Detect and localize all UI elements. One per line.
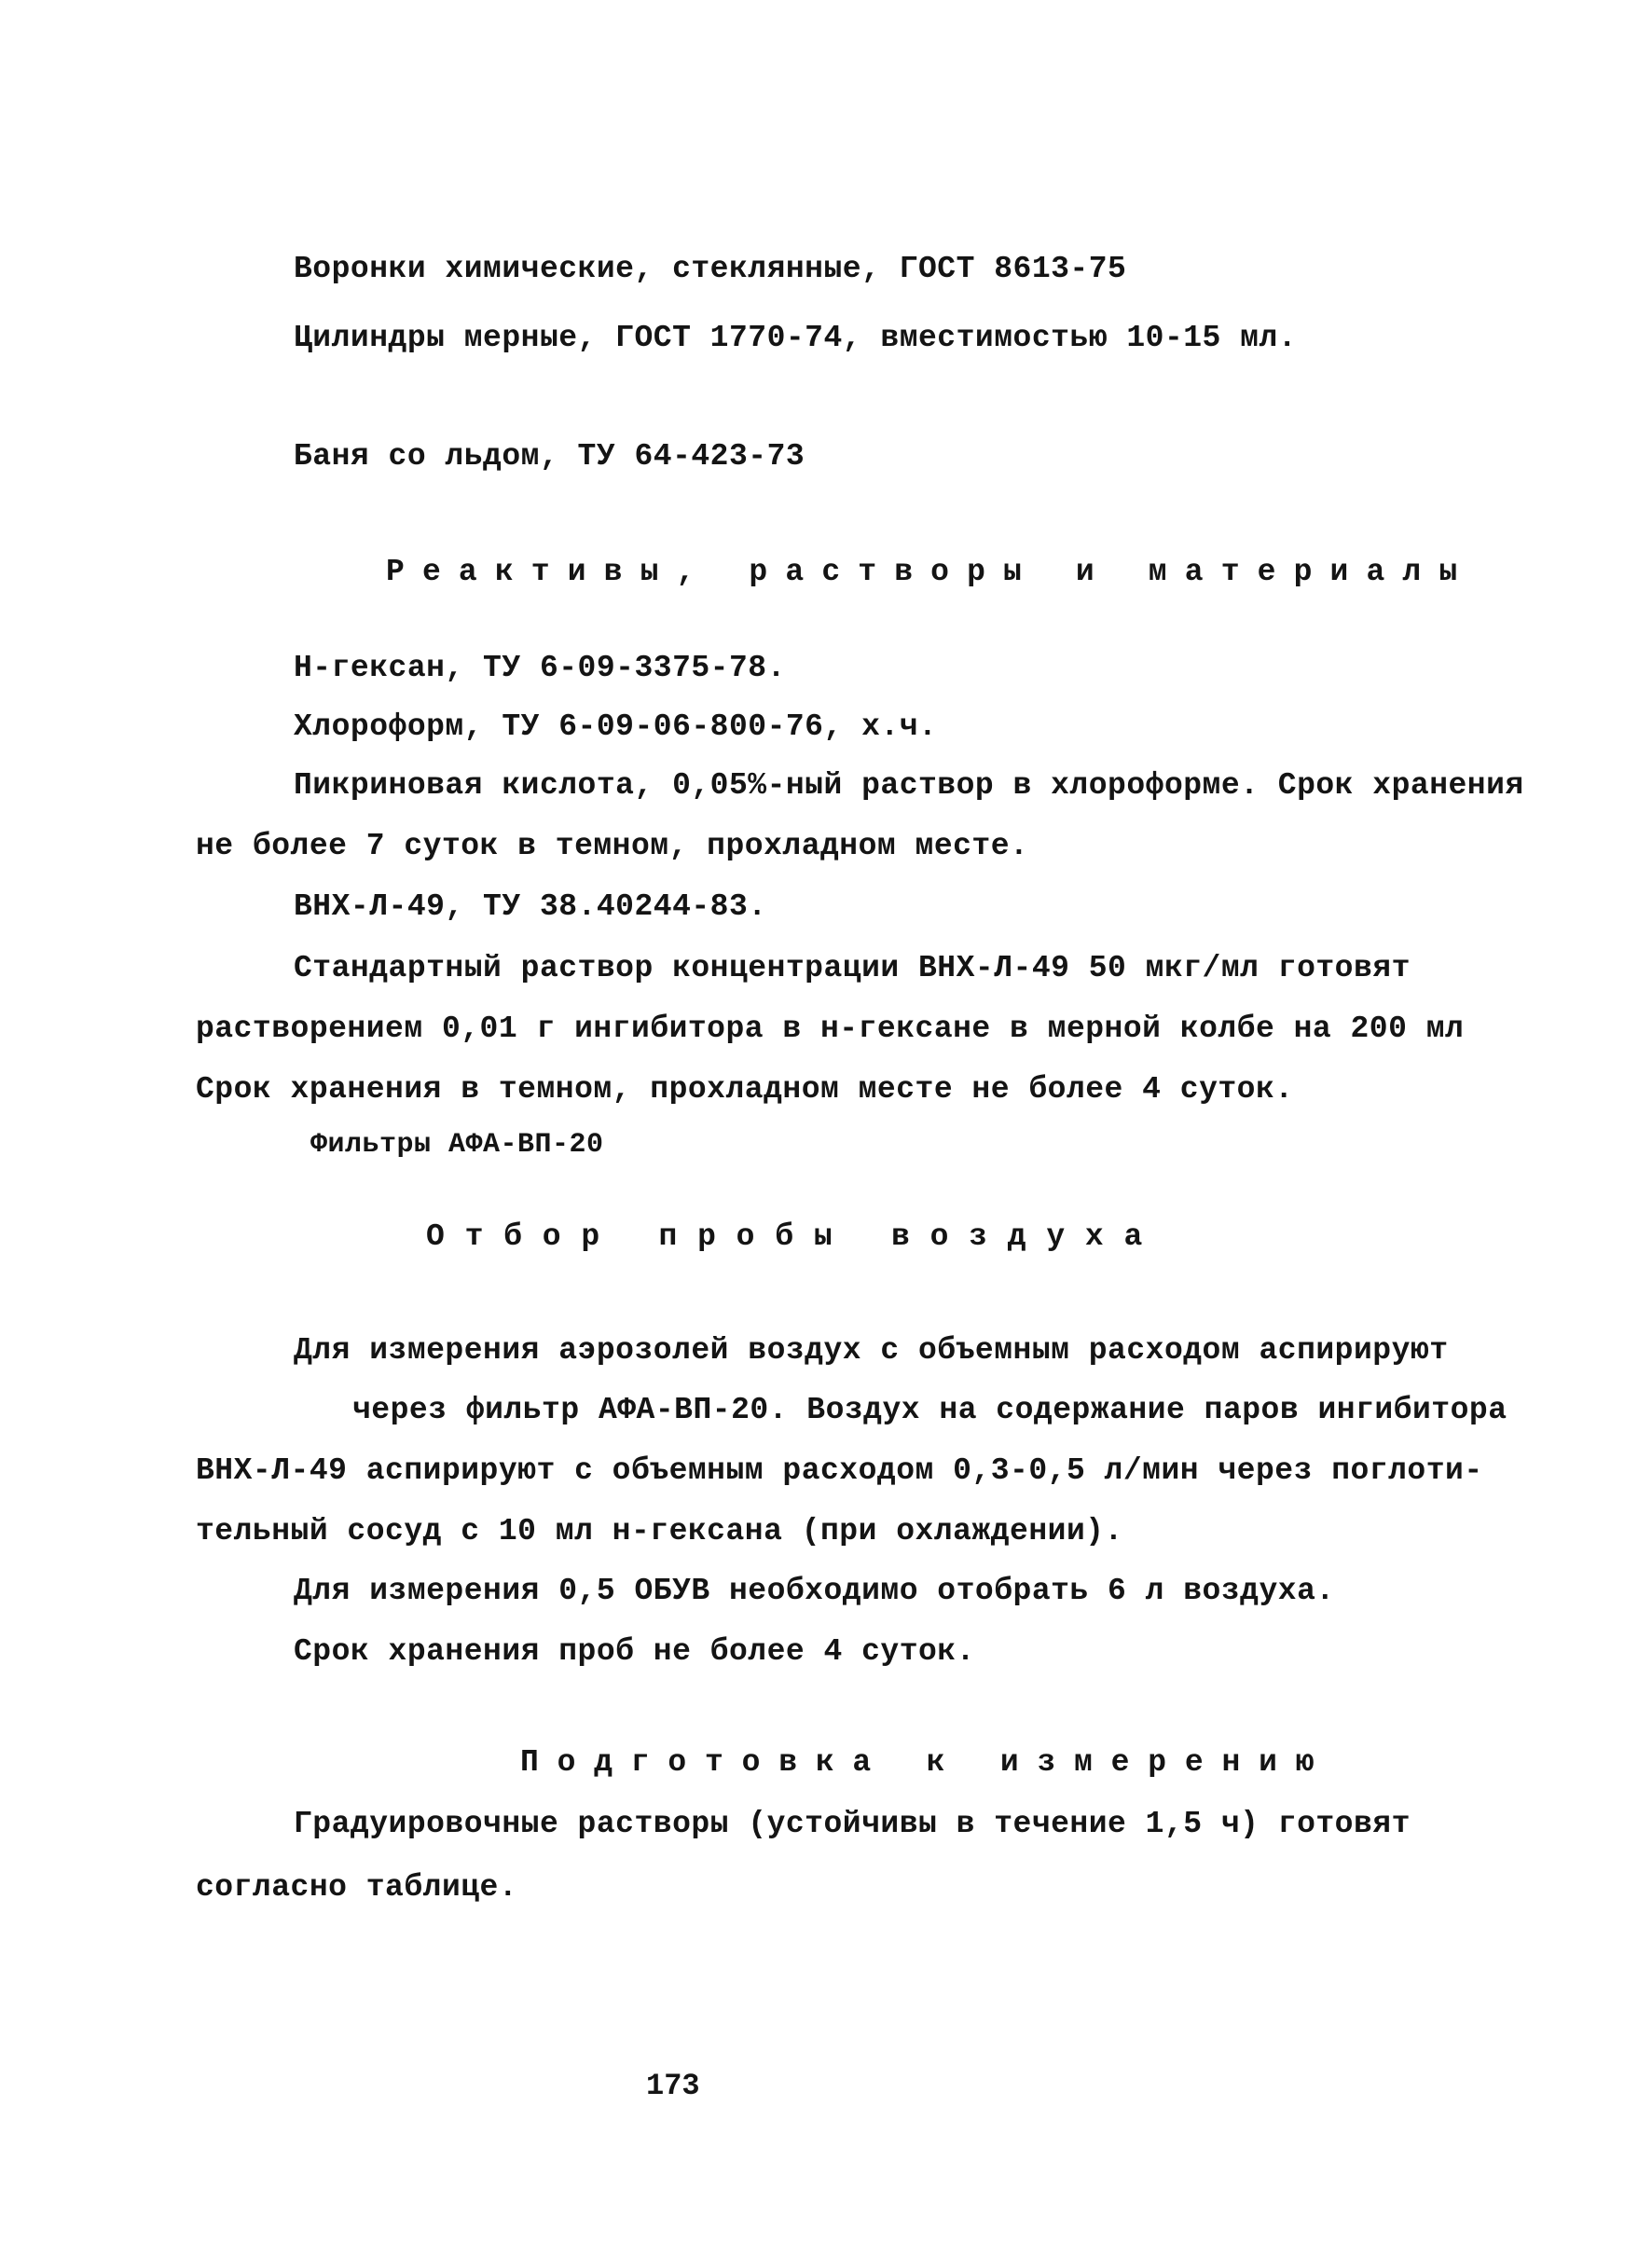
sampling-line-6: Срок хранения проб не более 4 суток. <box>294 1634 975 1669</box>
text-line-ice-bath: Баня со льдом, ТУ 64-423-73 <box>294 439 805 474</box>
reagent-standard-solution: Стандартный раствор концентрации ВНХ-Л-49 50 мкг/мл готовят <box>294 951 1411 985</box>
sampling-line-5: Для измерения 0,5 ОБУВ необходимо отобрать 6 л воздуха. <box>294 1574 1335 1608</box>
sampling-line-4: тельный сосуд с 10 мл н-гексана (при охлаждении). <box>196 1514 1123 1548</box>
reagent-standard-solution-cont1: растворением 0,01 г ингибитора в н-гексане в мерной колбе на 200 мл <box>196 1012 1465 1046</box>
section-heading-reagents: Реактивы, растворы и материалы <box>386 555 1476 589</box>
preparation-line-1: Градуировочные растворы (устойчивы в течение 1,5 ч) готовят <box>294 1807 1411 1841</box>
reagent-standard-solution-cont2: Срок хранения в темном, прохладном месте не более 4 суток. <box>196 1072 1294 1107</box>
sampling-line-1: Для измерения аэрозолей воздух с объемным расходом аспирируют <box>294 1333 1449 1368</box>
reagent-picric-acid-cont: не более 7 суток в темном, прохладном месте. <box>196 829 1029 863</box>
preparation-line-2: согласно таблице. <box>196 1870 518 1905</box>
reagent-vnh-l-49: ВНХ-Л-49, ТУ 38.40244-83. <box>294 889 767 924</box>
text-line-cylinders: Цилиндры мерные, ГОСТ 1770-74, вместимостью 10-15 мл. <box>294 321 1298 355</box>
reagent-chloroform: Хлороформ, ТУ 6-09-06-800-76, х.ч. <box>294 709 938 744</box>
page-number: 173 <box>646 2069 700 2103</box>
sampling-line-2: через фильтр АФА-ВП-20. Воздух на содержание паров ингибитора <box>352 1393 1507 1427</box>
sampling-line-3: ВНХ-Л-49 аспирируют с объемным расходом 0,3-0,5 л/мин через поглоти- <box>196 1453 1483 1488</box>
reagent-hexane: Н-гексан, ТУ 6-09-3375-78. <box>294 651 786 685</box>
section-heading-preparation: Подготовка к измерению <box>520 1745 1333 1780</box>
section-heading-sampling: Отбор пробы воздуха <box>426 1219 1163 1254</box>
text-line-funnels: Воронки химические, стеклянные, ГОСТ 8613-75 <box>294 252 1127 286</box>
reagent-picric-acid: Пикриновая кислота, 0,05%-ный раствор в хлороформе. Срок хранения <box>294 768 1524 803</box>
reagent-filters: Фильтры АФА-ВП-20 <box>310 1129 604 1161</box>
